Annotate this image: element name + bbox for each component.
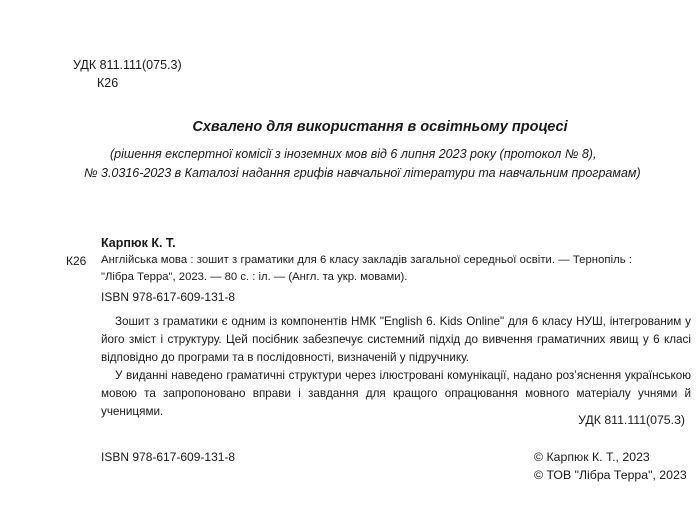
annotation [101, 313, 691, 421]
approval-title: Схвалено для використання в освітньому процесі [192, 119, 568, 135]
copyright-publisher: © ТОВ "Лібра Терра", 2023 [534, 468, 687, 482]
footer-isbn: ISBN 978-617-609-131-8 [101, 450, 236, 464]
annotation-paragraph-1: Зошит з граматики є одним із компонентів НМК "English 6. Kids Online" для 6 класу НУШ, інтегрованим у його зміст і структуру. Цей посібник забезпечує системний підхід до вивчення граматичних явищ у 6 класі відповідно до програми та в послідовності, визначеній у підручнику. [101, 315, 691, 364]
bibliographic-line-2: "Лібра Терра", 2023. — 80 с. : іл. — (Англ. та укр. мовами). [101, 271, 408, 283]
udc-code: УДК 811.111(075.3) [73, 58, 182, 72]
copyright-author: © Карпюк К. Т., 2023 [534, 450, 650, 464]
catalog-author: Карпюк К. Т. [101, 236, 176, 250]
approval-decision-line-1: (рішення експертної комісії з іноземних мов від 6 липня 2023 року (протокол № 8), [110, 147, 597, 161]
bibliographic-line-1: Англійська мова : зошит з граматики для 6 класу закладів загальної середньої освіти. — Тернопіль : [101, 254, 633, 266]
footer-udc: УДК 811.111(075.3) [578, 413, 685, 427]
annotation-paragraph-2: У виданні наведено граматичні структури через ілюстровані комунікації, надано розʼяснення українською мовою та запропоновано вправи і завдання для кращого опрацювання мовного матеріалу учнями й ученицями. [101, 369, 691, 418]
approval-decision-line-2: № 3.0316-2023 в Каталозі надання грифів навчальної літератури та навчальним програмам) [84, 166, 641, 180]
author-mark: К26 [97, 76, 119, 90]
catalog-code: К26 [66, 254, 87, 268]
catalog-isbn: ISBN 978-617-609-131-8 [101, 290, 236, 304]
